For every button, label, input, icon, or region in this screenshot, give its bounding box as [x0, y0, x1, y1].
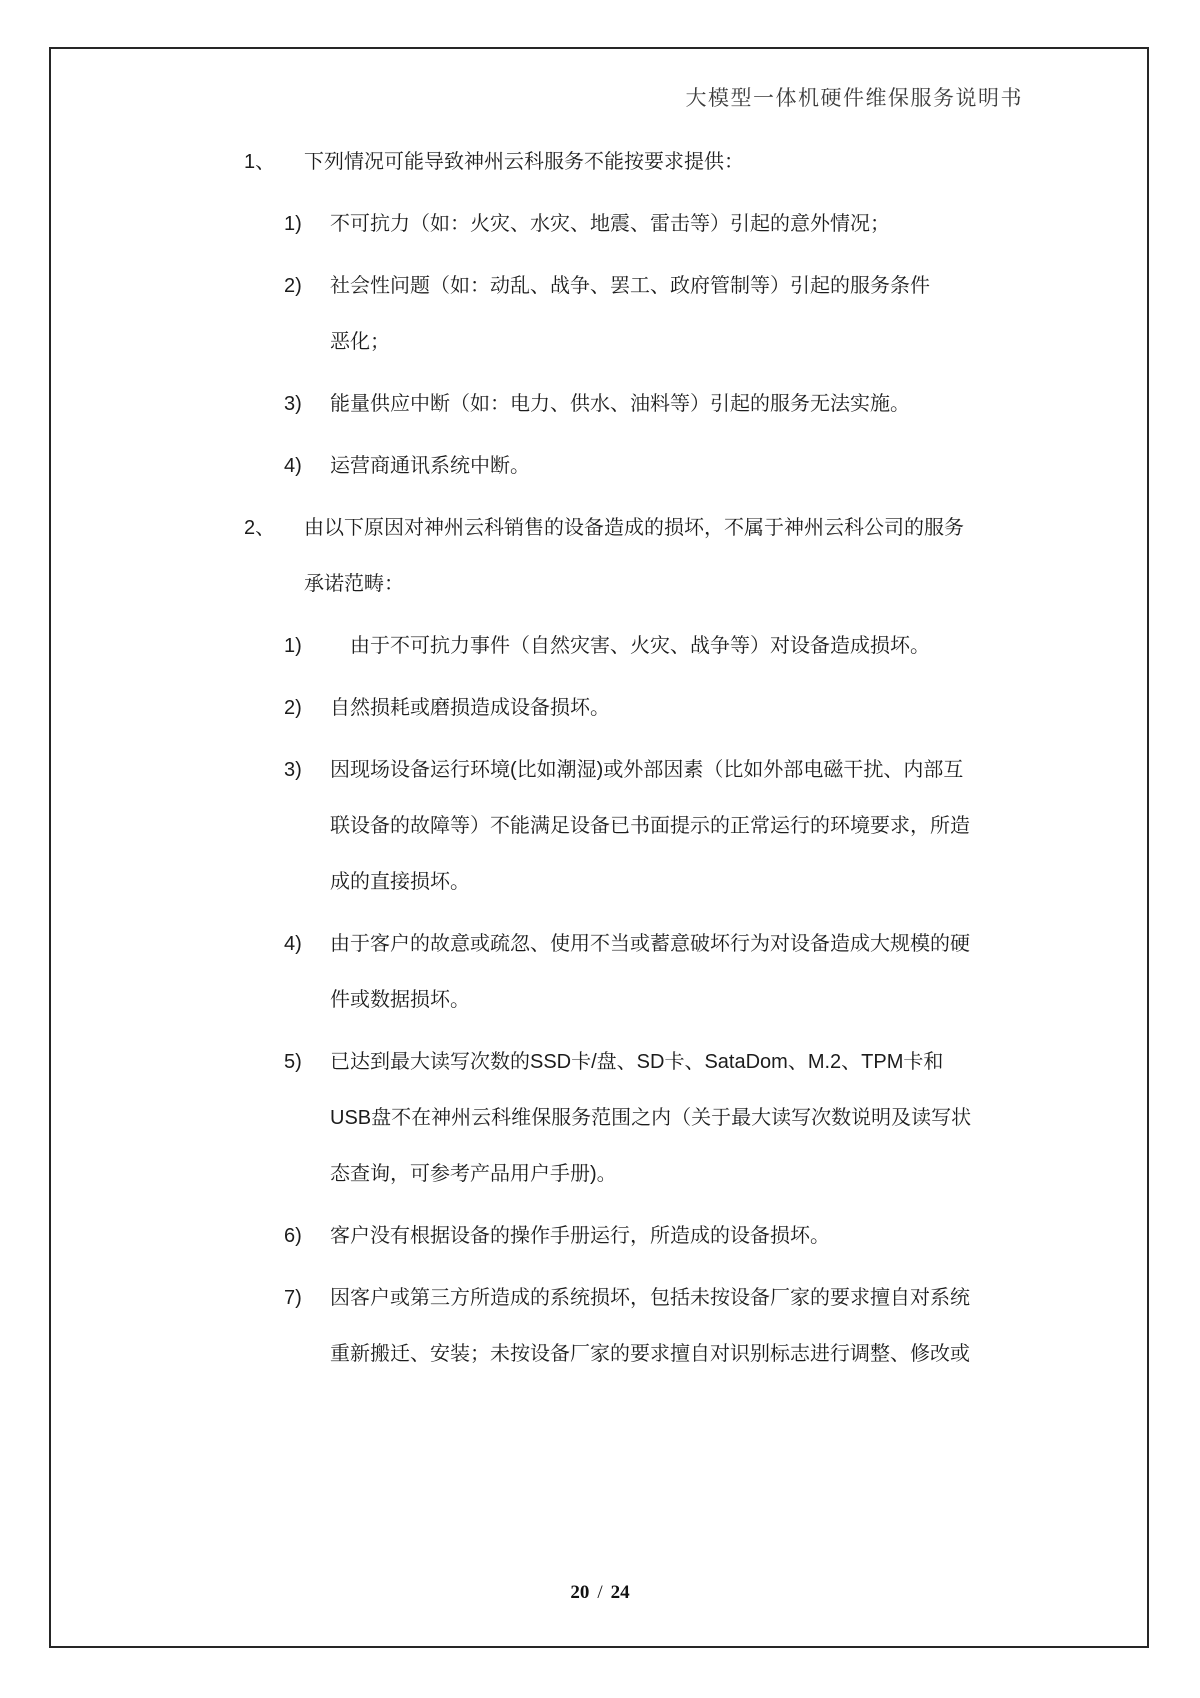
list-item	[0, 438, 1200, 494]
list-item-line: 已达到最大读写次数的SSD卡/盘、SD卡、SataDom、M.2、TPM卡和	[330, 1051, 944, 1073]
list-item-text	[330, 680, 610, 736]
list-item-line: 因客户或第三方所造成的系统损坏，包括未按设备厂家的要求擅自对系统	[330, 1287, 970, 1309]
list-item-marker: 4)	[284, 933, 302, 955]
list-item-text	[330, 1208, 830, 1264]
list-item-marker: 2)	[284, 697, 302, 719]
list-item-line: 因现场设备运行环境(比如潮湿)或外部因素（比如外部电磁干扰、内部互	[330, 759, 964, 781]
list-item-line: 联设备的故障等）不能满足设备已书面提示的正常运行的环境要求，所造	[330, 815, 970, 837]
page-header-title: 大模型一体机硬件维保服务说明书	[685, 86, 1023, 110]
list-item-line: 下列情况可能导致神州云科服务不能按要求提供：	[304, 151, 744, 173]
list-item-line: 由于不可抗力事件（自然灾害、火灾、战争等）对设备造成损坏。	[350, 635, 930, 657]
numbered-list	[0, 134, 1200, 1388]
footer-total-pages: 24	[610, 1582, 630, 1603]
list-item-line: 态查询，可参考产品用户手册)。	[330, 1163, 617, 1185]
list-item	[0, 376, 1200, 432]
list-item-text	[330, 742, 970, 910]
list-item	[0, 1034, 1200, 1202]
list-item-line: 恶化；	[330, 331, 390, 353]
list-item-marker: 1)	[284, 213, 302, 235]
list-item-text	[304, 500, 964, 612]
list-item	[0, 916, 1200, 1028]
list-item-text	[330, 258, 930, 370]
list-item-line: 不可抗力（如：火灾、水灾、地震、雷击等）引起的意外情况；	[330, 213, 890, 235]
list-item-line: 成的直接损坏。	[330, 871, 470, 893]
list-item-line: 自然损耗或磨损造成设备损坏。	[330, 697, 610, 719]
list-item	[0, 258, 1200, 370]
list-item	[0, 500, 1200, 612]
list-item-marker: 3)	[284, 393, 302, 415]
list-item	[0, 1208, 1200, 1264]
list-item-text	[330, 196, 890, 252]
list-item-marker: 2)	[284, 275, 302, 297]
list-item-text	[330, 1034, 971, 1202]
list-item-text	[330, 1270, 970, 1382]
list-item	[0, 742, 1200, 910]
list-item-marker: 5)	[284, 1051, 302, 1073]
list-item-line: 社会性问题（如：动乱、战争、罢工、政府管制等）引起的服务条件	[330, 275, 930, 297]
list-item-marker: 3)	[284, 759, 302, 781]
list-item-text	[304, 134, 744, 190]
list-item	[0, 680, 1200, 736]
list-item-marker: 4)	[284, 455, 302, 477]
list-item-marker: 2、	[244, 517, 276, 539]
page-footer	[0, 1582, 1200, 1604]
list-item-line: 重新搬迁、安装；未按设备厂家的要求擅自对识别标志进行调整、修改或	[330, 1343, 970, 1365]
list-item-text	[330, 916, 970, 1028]
list-item-marker: 1、	[244, 151, 276, 173]
list-item-line: 由于客户的故意或疏忽、使用不当或蓄意破坏行为对设备造成大规模的硬	[330, 933, 970, 955]
list-item-line: 件或数据损坏。	[330, 989, 470, 1011]
list-item-line: 能量供应中断（如：电力、供水、油料等）引起的服务无法实施。	[330, 393, 910, 415]
list-item-line: 运营商通讯系统中断。	[330, 455, 530, 477]
list-item	[0, 134, 1200, 190]
list-item	[0, 618, 1200, 674]
list-item-marker: 6)	[284, 1225, 302, 1247]
footer-current-page: 20	[570, 1582, 590, 1603]
footer-separator: /	[597, 1582, 603, 1603]
list-item-text	[330, 438, 530, 494]
list-item-marker: 1)	[284, 635, 302, 657]
list-item-line: USB盘不在神州云科维保服务范围之内（关于最大读写次数说明及读写状	[330, 1107, 972, 1129]
list-item-line: 客户没有根据设备的操作手册运行，所造成的设备损坏。	[330, 1225, 830, 1247]
list-item-text	[350, 618, 930, 674]
list-item	[0, 1270, 1200, 1382]
list-item-marker: 7)	[284, 1287, 302, 1309]
list-item-line: 由以下原因对神州云科销售的设备造成的损坏，不属于神州云科公司的服务	[304, 517, 964, 539]
list-item-line: 承诺范畴：	[304, 573, 404, 595]
list-item	[0, 196, 1200, 252]
list-item-text	[330, 376, 910, 432]
